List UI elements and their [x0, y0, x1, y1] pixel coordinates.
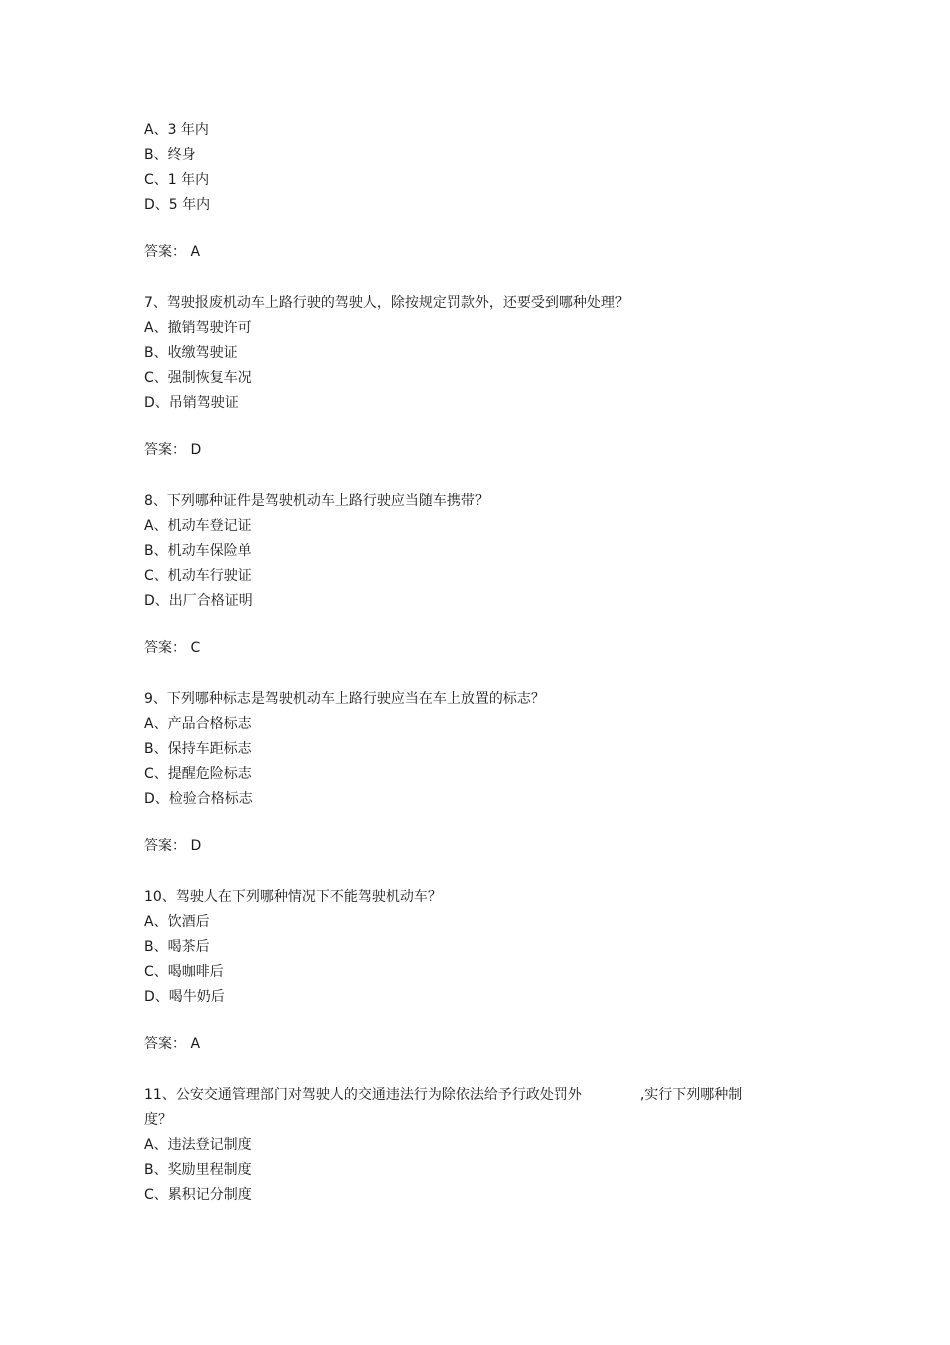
option-d: D、5 年内	[144, 197, 211, 213]
question-block-8	[144, 489, 784, 661]
option-c: C、机动车行驶证	[144, 568, 252, 584]
question-text	[144, 1083, 784, 1133]
option-b: B、收缴驾驶证	[144, 345, 238, 361]
question-text-part1: 11、公安交通管理部门对驾驶人的交通违法行为除依法给予行政处罚外	[144, 1087, 582, 1103]
option-a: A、机动车登记证	[144, 518, 252, 534]
question-block-9	[144, 687, 784, 859]
option-c: C、喝咖啡后	[144, 964, 224, 980]
option-c: C、累积记分制度	[144, 1187, 252, 1203]
question-block-partial	[144, 118, 784, 265]
option-a: A、饮酒后	[144, 914, 210, 930]
option-d: D、出厂合格证明	[144, 593, 253, 609]
question-block-11	[144, 1083, 784, 1208]
option-b: B、终身	[144, 147, 196, 163]
option-b: B、奖励里程制度	[144, 1162, 252, 1178]
answer-line: 答案： D	[144, 442, 202, 458]
answer-line: 答案： A	[144, 1036, 201, 1052]
option-c: C、强制恢复车况	[144, 370, 252, 386]
option-a: A、撤销驾驶许可	[144, 320, 252, 336]
answer-line: 答案： C	[144, 640, 201, 656]
question-text-part2: ,实行下列哪种制	[639, 1087, 743, 1103]
question-text: 10、驾驶人在下列哪种情况下不能驾驶机动车？	[144, 889, 442, 905]
question-text: 8、下列哪种证件是驾驶机动车上路行驶应当随车携带？	[144, 493, 489, 509]
option-a: A、3 年内	[144, 122, 209, 138]
question-text: 7、驾驶报废机动车上路行驶的驾驶人，除按规定罚款外，还要受到哪种处理？	[144, 295, 629, 311]
option-b: B、保持车距标志	[144, 741, 252, 757]
option-b: B、机动车保险单	[144, 543, 252, 559]
option-b: B、喝茶后	[144, 939, 210, 955]
option-d: D、检验合格标志	[144, 791, 253, 807]
option-a: A、产品合格标志	[144, 716, 252, 732]
option-c: C、1 年内	[144, 172, 210, 188]
option-a: A、违法登记制度	[144, 1137, 252, 1153]
option-c: C、提醒危险标志	[144, 766, 252, 782]
option-d: D、吊销驾驶证	[144, 395, 239, 411]
question-text: 9、下列哪种标志是驾驶机动车上路行驶应当在车上放置的标志？	[144, 691, 545, 707]
answer-line: 答案： A	[144, 244, 201, 260]
question-block-7	[144, 291, 784, 463]
option-d: D、喝牛奶后	[144, 989, 225, 1005]
document-content	[144, 118, 784, 1208]
answer-line: 答案： D	[144, 838, 202, 854]
question-block-10	[144, 885, 784, 1057]
question-text-part3: 度？	[144, 1112, 172, 1128]
